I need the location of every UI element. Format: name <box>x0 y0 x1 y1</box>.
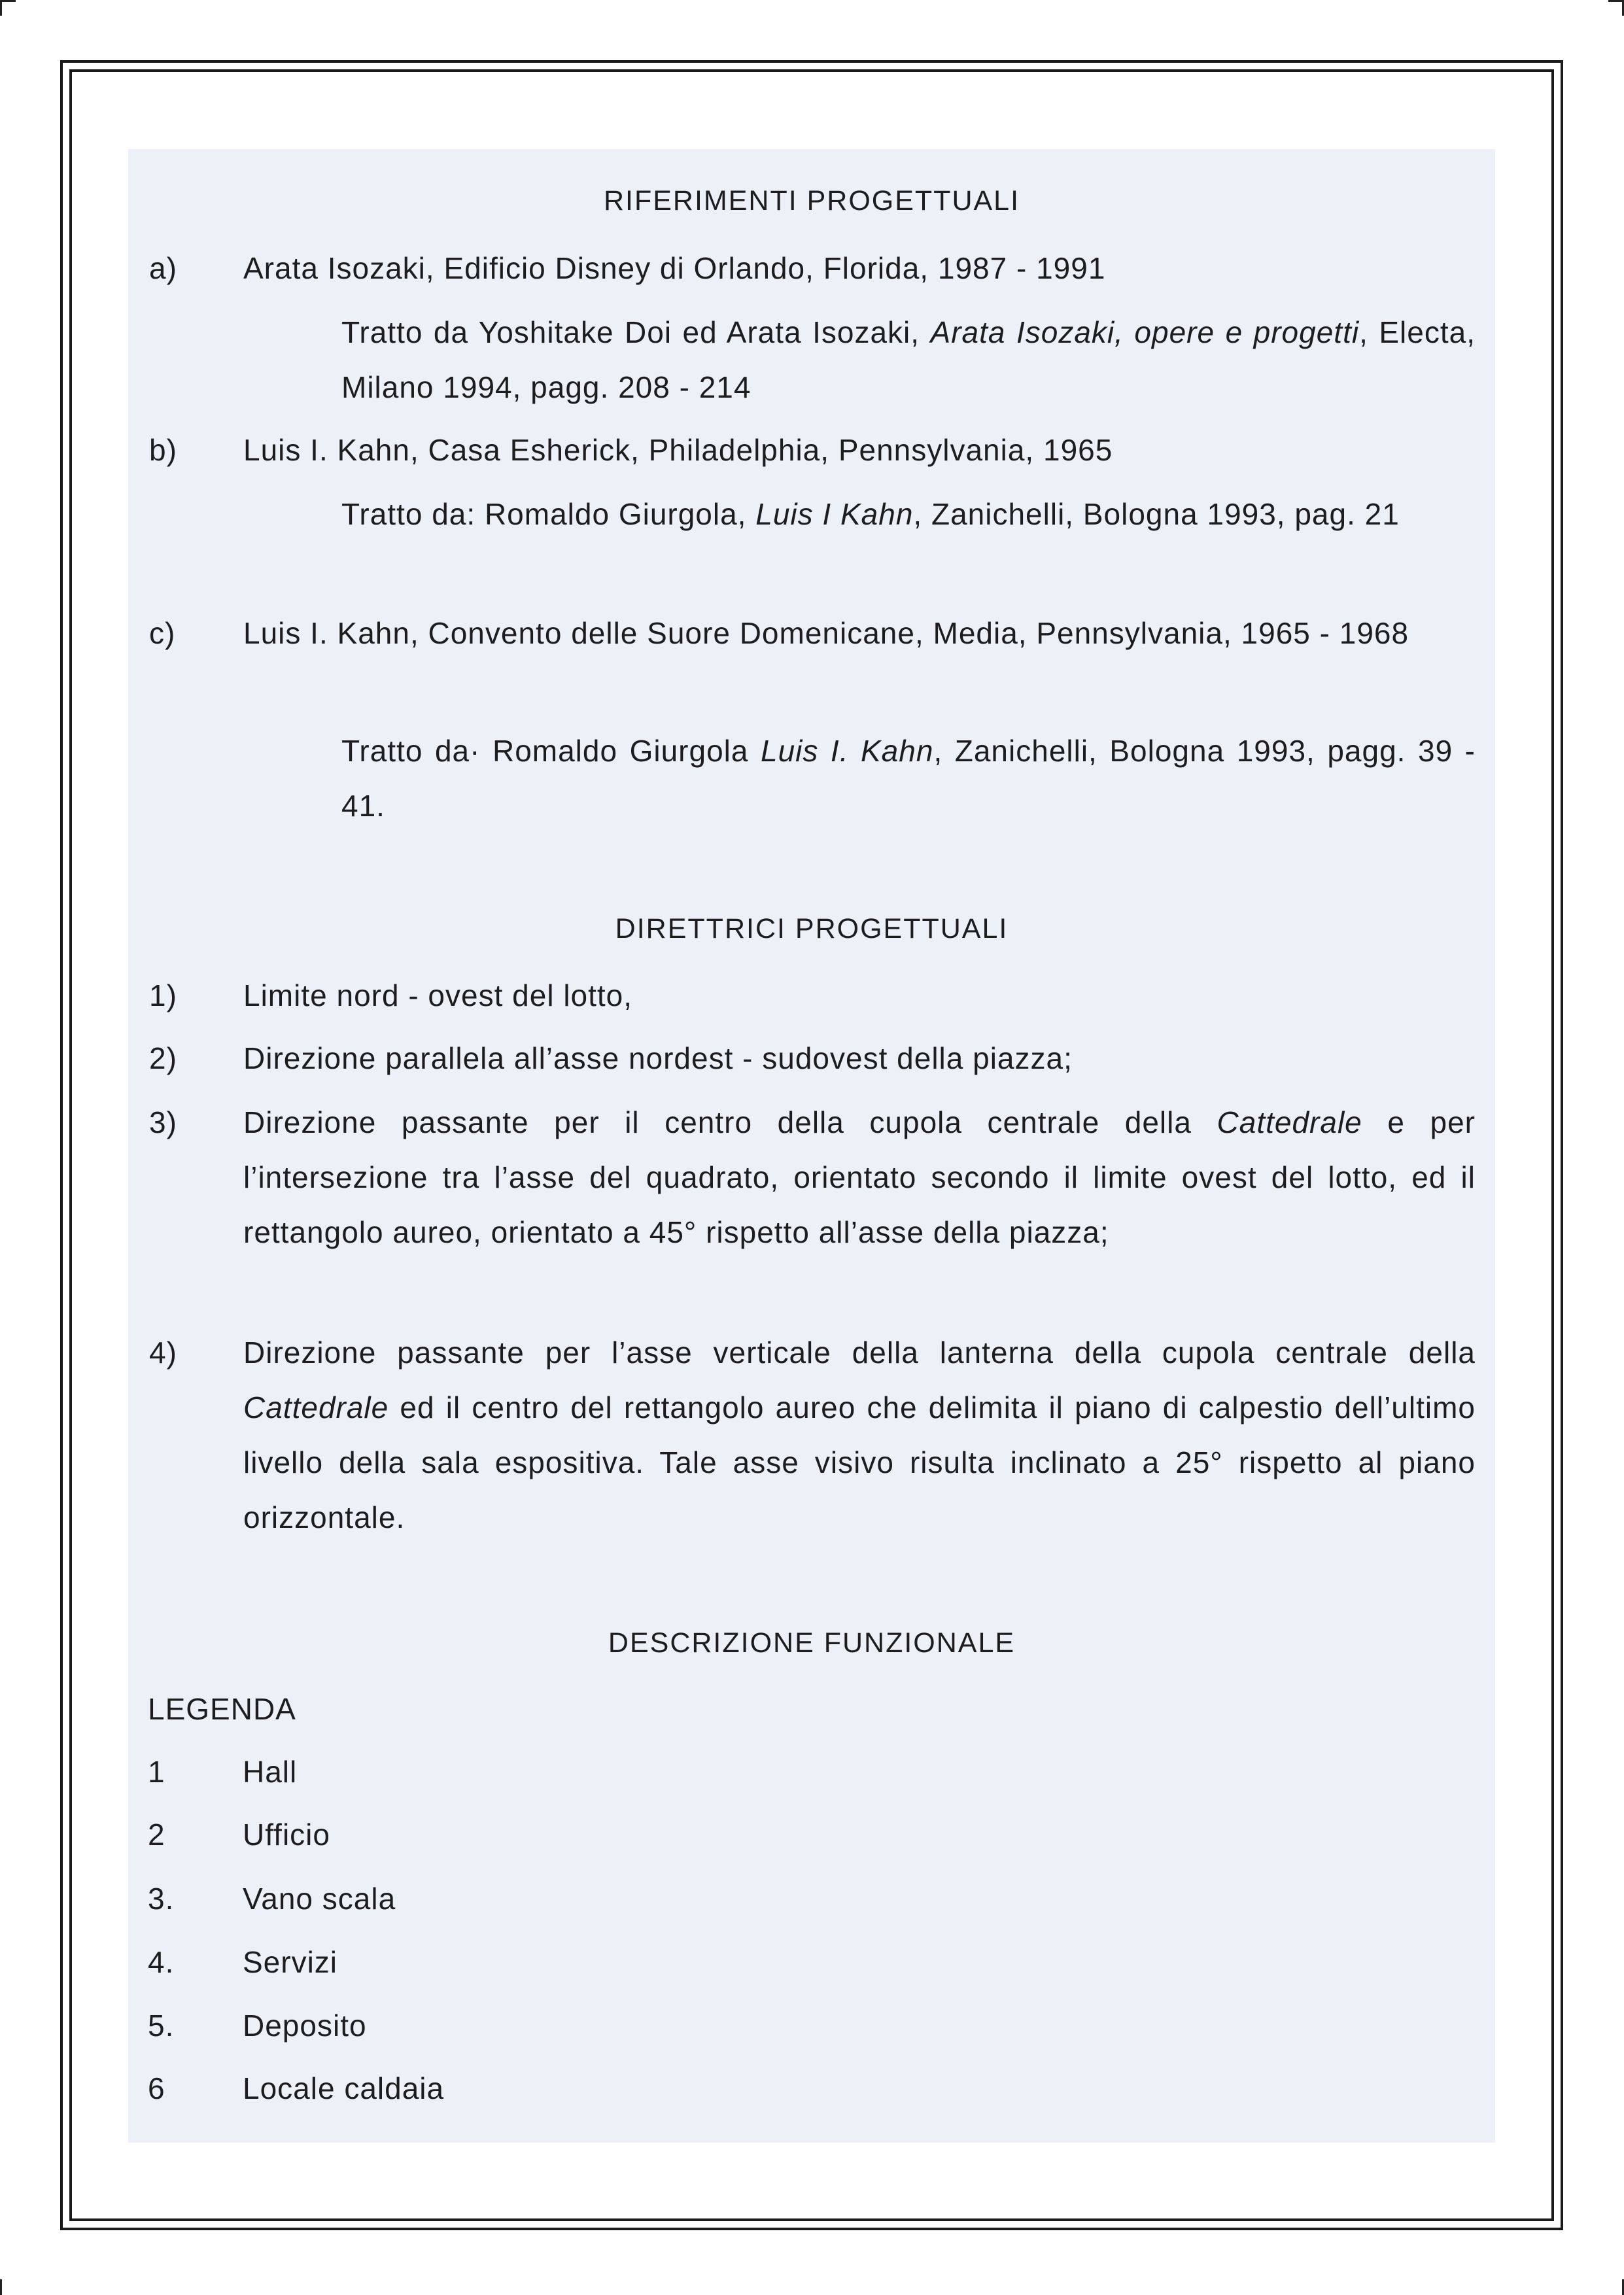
section-title-direttrici: DIRETTRICI PROGETTUALI <box>615 913 1009 944</box>
legend-label: Vano scala <box>243 1882 396 1916</box>
guideline-text: Limite nord - ovest del lotto, <box>243 978 633 1012</box>
legend-label: Ufficio <box>243 1818 330 1852</box>
legend-number: 2 <box>148 1818 165 1852</box>
legend-label: Locale caldaia <box>243 2071 445 2105</box>
guideline-text: Direzione passante per l’asse verticale della lanterna della cupola centrale della Cattedrale ed il centro del rettangolo aureo che delimita il piano di calpestio dell’ultimo livello della sala espositiva. Tale asse visivo risulta inclinato a 25° rispetto al piano orizzontale. <box>243 1336 1476 1534</box>
guideline-text: Direzione passante per il centro della cupola centrale della Cattedrale e per l’intersezione tra l’asse del quadrato, orientato secondo il limite ovest del lotto, ed il rettangolo aureo, orientato a 45° rispetto all’asse della piazza; <box>243 1105 1476 1249</box>
legend-number: 3. <box>148 1882 175 1916</box>
section-title-descrizione: DESCRIZIONE FUNZIONALE <box>608 1627 1016 1659</box>
legend-label: Deposito <box>243 2009 367 2043</box>
guideline-text: Direzione parallela all’asse nordest - sudovest della piazza; <box>243 1041 1073 1075</box>
guideline-marker: 4) <box>149 1336 177 1370</box>
legend-number: 5. <box>148 2009 175 2043</box>
legend-title: LEGENDA <box>148 1692 296 1726</box>
reference-marker: c) <box>149 616 176 650</box>
legend-label: Servizi <box>243 1945 338 1979</box>
reference-citation: Tratto da: Romaldo Giurgola, Luis I Kahn, Zanichelli, Bologna 1993, pag. 21 <box>341 497 1400 531</box>
guideline-item-3 <box>128 1095 1495 1324</box>
legend-label: Hall <box>243 1755 298 1789</box>
reference-text: Luis I. Kahn, Casa Esherick, Philadelphia, Pennsylvania, 1965 <box>243 433 1113 467</box>
guideline-item-1 <box>128 968 1495 1027</box>
reference-citation: Tratto da Yoshitake Doi ed Arata Isozaki, Arata Isozaki, opere e progetti, Electa, Milano 1994, pagg. 208 - 214 <box>341 315 1476 404</box>
legend-number: 4. <box>148 1945 175 1979</box>
guideline-item-4 <box>128 1325 1495 1554</box>
legend-number: 6 <box>148 2071 165 2105</box>
guideline-marker: 1) <box>149 978 177 1012</box>
crop-mark-top-left <box>0 0 2 16</box>
crop-mark-top-left <box>0 0 16 2</box>
reference-text: Luis I. Kahn, Convento delle Suore Domenicane, Media, Pennsylvania, 1965 - 1968 <box>243 616 1409 650</box>
section-title-riferimenti: RIFERIMENTI PROGETTUALI <box>603 185 1020 216</box>
reference-marker: b) <box>149 433 177 467</box>
reference-citation: Tratto da· Romaldo Giurgola Luis I. Kahn, Zanichelli, Bologna 1993, pagg. 39 - 41. <box>341 734 1476 823</box>
guideline-item-2 <box>128 1031 1495 1090</box>
guideline-marker: 2) <box>149 1041 177 1075</box>
document-page <box>128 149 1495 2143</box>
reference-item-a <box>128 241 1495 417</box>
reference-item-b <box>128 423 1495 599</box>
reference-marker: a) <box>149 251 177 285</box>
reference-text: Arata Isozaki, Edificio Disney di Orlando, Florida, 1987 - 1991 <box>243 251 1106 285</box>
crop-mark-bottom-left <box>0 2279 2 2295</box>
reference-item-c <box>128 606 1495 841</box>
guideline-marker: 3) <box>149 1105 177 1139</box>
legend-number: 1 <box>148 1755 165 1789</box>
